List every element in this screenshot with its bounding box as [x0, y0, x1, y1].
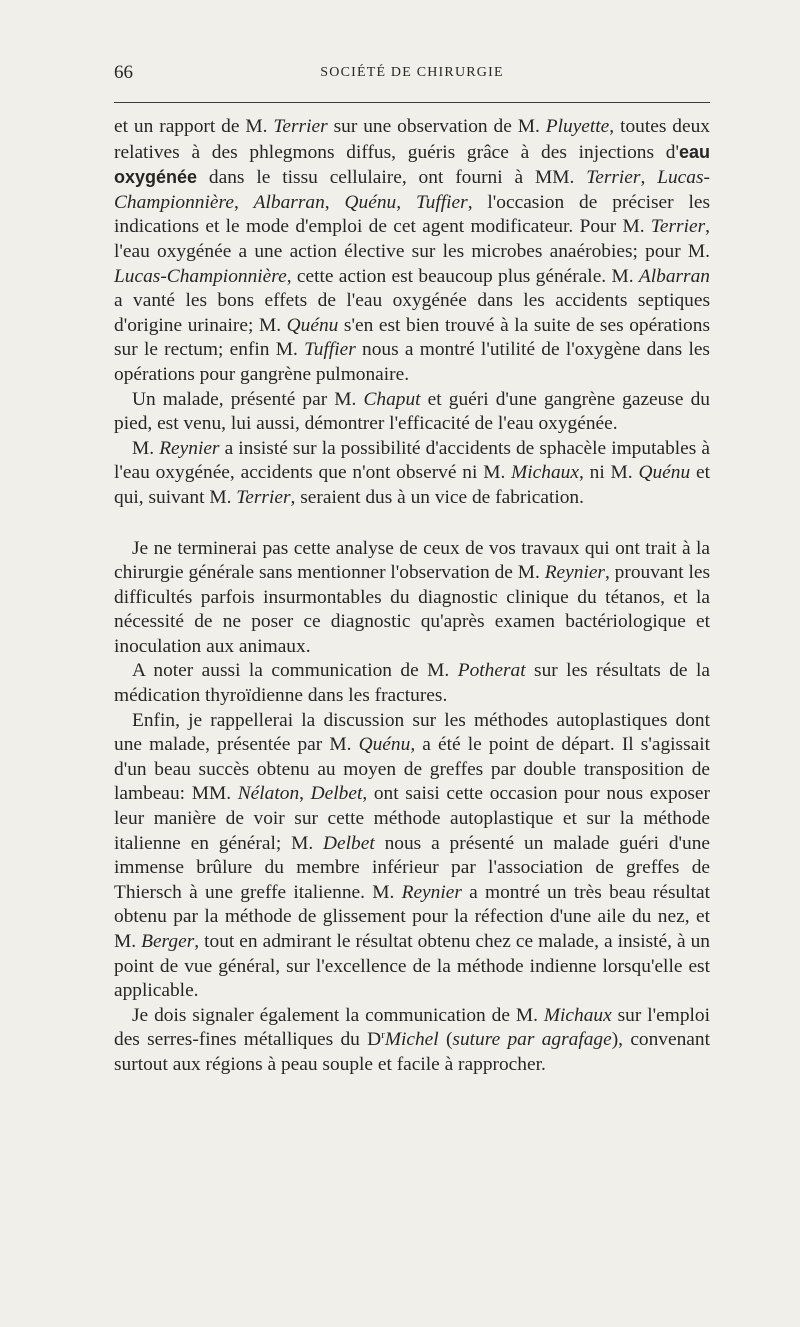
- header-rule: [114, 102, 710, 103]
- paragraph-4: Je ne terminerai pas cette analyse de ceux de vos travaux qui ont trait à la chirurgie générale sans mentionner l'observation de M. Reynier, prouvant les difficultés parfois insurmontables du diagnostic clinique du tétanos, et la nécessité de ne poser ce diagnostic qu'après examen bactériologique et inoculation aux animaux.: [114, 537, 710, 657]
- paragraph-7: Je dois signaler également la communication de M. Michaux sur l'emploi des serres-fines métalliques du $D^rMichel$ (suture par agrafage), convenant surtout aux régions à peau souple et facile à rapprocher.: [114, 1004, 710, 1075]
- paragraph-1: et un rapport de M. Terrier sur une observation de M. Pluyette, toutes deux relatives à des phlegmons diffus, guéris grâce à des injections d'eau oxygénée dans le tissu cellulaire, ont fourni à MM. Terrier, Lucas-Championnière, Albarran, Quénu, Tuffier, l'occasion de préciser les indications et le mode d'emploi de cet agent modificateur. Pour M. Terrier, l'eau oxygénée a une action élective sur les microbes anaérobies; pour M. Lucas-Championnière, cette action est beaucoup plus générale. M. Albarran a vanté les bons effets de l'eau oxygénée dans les accidents septiques d'origine urinaire; M. Quénu s'en est bien trouvé à la suite de ses opérations sur le rectum; enfin M. Tuffier nous a montré l'utilité de l'oxygène dans les opérations pour gangrène pulmonaire.: [114, 116, 711, 385]
- page-number: 66: [114, 62, 133, 83]
- running-title: SOCIÉTÉ DE CHIRURGIE: [320, 65, 504, 80]
- paragraph-6: Enfin, je rappellerai la discussion sur les méthodes autoplastiques dont une malade, présentée par M. Quénu, a été le point de départ. Il s'agissait d'un beau succès obtenu au moyen de greffes par double transposition de lambeau: MM. Nélaton, Delbet, ont saisi cette occasion pour nous exposer leur manière de voir sur cette méthode autoplastique et sur la méthode italienne en général; M. Delbet nous a présenté un malade guéri d'une immense brûlure du membre inférieur par l'association de greffes de Thiersch à une greffe italienne. M. Reynier a montré un très beau résultat obtenu par la méthode de glissement pour la réfection d'une aile du nez, et M. Berger, tout en admirant le résultat obtenu chez ce malade, a insisté, à un point de vue général, sur l'excellence de la méthode indienne lorsqu'elle est applicable.: [114, 709, 711, 1002]
- page-header: [114, 62, 710, 86]
- paragraph-2: Un malade, présenté par M. Chaput et guéri d'une gangrène gazeuse du pied, est venu, lui aussi, démontrer l'efficacité de l'eau oxygénée.: [114, 388, 710, 435]
- paragraph-3: M. Reynier a insisté sur la possibilité d'accidents de sphacèle imputables à l'eau oxygénée, accidents que n'ont observé ni M. Michaux, ni M. Quénu et qui, suivant M. Terrier, seraient dus à un vice de fabrication.: [114, 437, 710, 508]
- body-text: [114, 115, 710, 1078]
- paragraph-5: A noter aussi la communication de M. Potherat sur les résultats de la médication thyroïdienne dans les fractures.: [114, 660, 710, 707]
